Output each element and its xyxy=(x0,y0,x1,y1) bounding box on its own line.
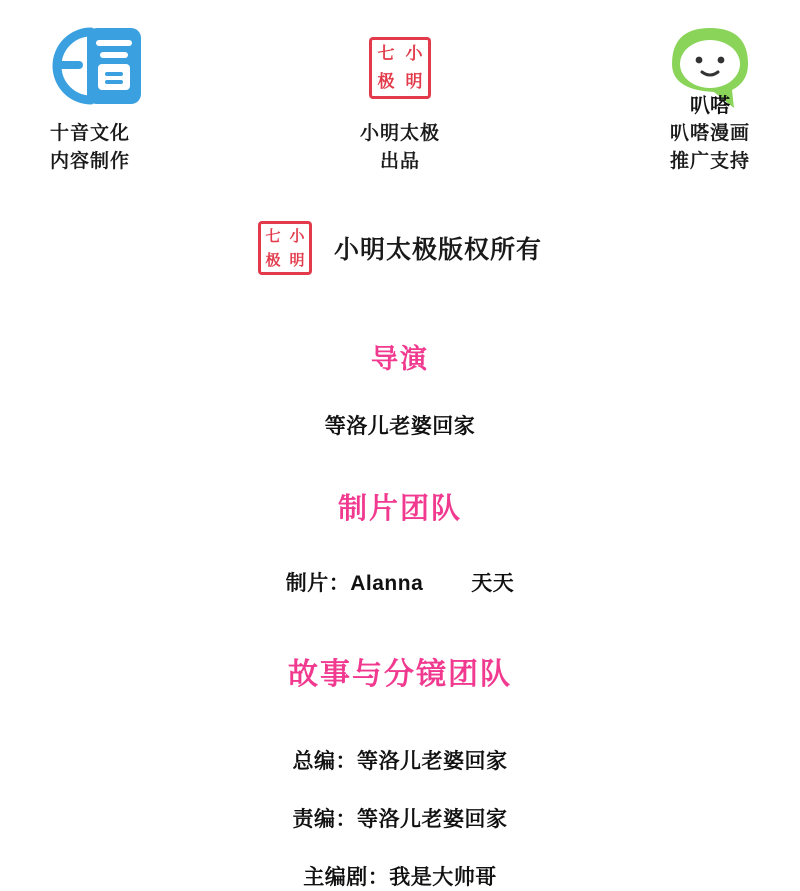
logo-caption-line2: 推广支持 xyxy=(669,150,750,172)
credit-name: 等洛儿老婆回家 xyxy=(357,750,508,774)
credit-line-chief-editor xyxy=(0,745,800,775)
credit-name: 等洛儿老婆回家 xyxy=(357,808,508,832)
stamp-char-4: 明 xyxy=(405,71,423,92)
stamp-char-1: 七 xyxy=(265,226,281,245)
copyright-text: 小明太极版权所有 xyxy=(333,236,542,265)
credit-line-head-writer xyxy=(0,861,800,891)
credit-name: Alanna xyxy=(350,572,424,596)
logo-caption-line1: 十音文化 xyxy=(49,123,130,144)
stamp-char-3: 极 xyxy=(377,71,395,92)
logo-caption-line1: 叭嗒漫画 xyxy=(669,123,750,144)
credits-section-title-production: 制片团队 xyxy=(337,493,462,526)
stamp-char-2: 小 xyxy=(289,226,305,245)
credit-line-director xyxy=(0,410,800,440)
credit-role: 制片： xyxy=(285,572,351,596)
logo-caption-line2: 出品 xyxy=(379,150,420,172)
stamp-copyright xyxy=(258,221,312,275)
logo-caption-shiyin xyxy=(50,120,130,175)
credit-role: 主编剧： xyxy=(303,866,390,890)
logo-caption-line2: 内容制作 xyxy=(49,150,130,172)
stamp-char-4: 明 xyxy=(289,250,305,269)
credit-role: 责编： xyxy=(292,808,357,832)
logo-block-shiyin xyxy=(0,16,180,175)
xiaoming-taiji-stamp-icon xyxy=(369,16,431,120)
bada-manhua-logo-icon xyxy=(650,16,770,120)
credit-line-producer xyxy=(0,567,800,597)
credit-name: 我是大帅哥 xyxy=(389,866,497,890)
credits-section-title-story: 故事与分镜团队 xyxy=(288,658,512,692)
credits-list xyxy=(0,309,800,891)
credit-name: 等洛儿老婆回家 xyxy=(324,415,476,439)
stamp-top xyxy=(369,37,431,99)
logo-block-bada xyxy=(620,16,800,175)
stamp-char-1: 七 xyxy=(377,43,395,64)
copyright-row xyxy=(0,221,800,275)
credit-role: 总编： xyxy=(292,750,357,774)
svg-text:叭嗒: 叭嗒 xyxy=(690,93,730,116)
shiyin-logo-icon xyxy=(35,16,145,120)
credit-name-2: 天天 xyxy=(471,572,515,596)
logo-block-xiaoming xyxy=(310,16,490,175)
credit-line-responsible-editor xyxy=(0,803,800,833)
logo-caption-line1: 小明太极 xyxy=(359,123,440,144)
logo-caption-bada xyxy=(670,120,750,175)
stamp-char-2: 小 xyxy=(405,43,423,64)
stamp-char-3: 极 xyxy=(265,250,281,269)
logo-caption-xiaoming xyxy=(360,120,440,175)
logo-row xyxy=(0,0,800,175)
credits-section-title-director: 导演 xyxy=(371,344,429,375)
